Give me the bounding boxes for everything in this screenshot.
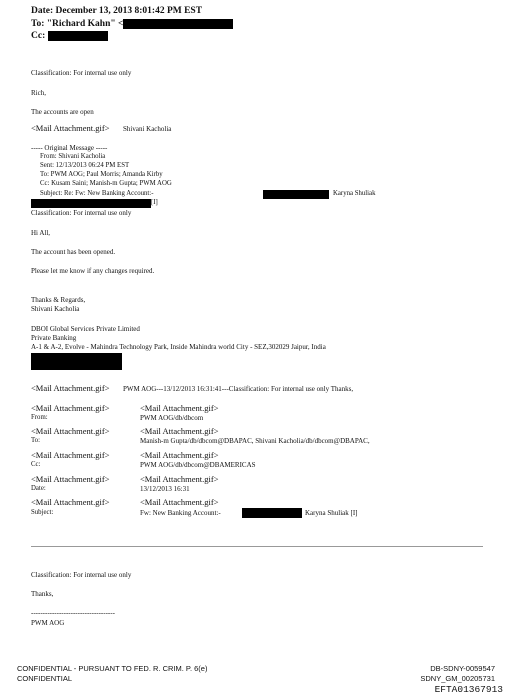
original-sent: Sent: 12/13/2013 06:24 PM EST [40,162,130,169]
mail-attachment-icon: <Mail Attachment.gif> [140,403,219,413]
redaction-to [123,19,233,29]
mail-attachment-icon: <Mail Attachment.gif> [31,426,110,436]
email-cc: Cc: [31,31,46,41]
greeting-1: Rich, [31,89,46,97]
mail-attachment-icon: <Mail Attachment.gif> [31,123,110,133]
sender-3: PWM AOG [31,619,65,627]
regards: Thanks & Regards, [31,296,86,304]
thanks: Thanks, [31,590,54,598]
company: DBOI Global Services Private Limited [31,325,140,333]
mail-attachment-icon: <Mail Attachment.gif> [140,426,219,436]
mail-attachment-icon: <Mail Attachment.gif> [140,497,219,507]
footer-bates-2: SDNY_GM_00205731 [420,674,495,683]
classification-1: Classification: For internal use only [31,69,132,77]
original-subject: Subject: Re: Fw: New Banking Account:- [40,190,154,197]
signature-2: Shivani Kacholia [31,305,80,313]
email-to: To: "Richard Kahn" < [31,19,124,29]
mail-attachment-icon: <Mail Attachment.gif> [31,497,110,507]
footer-confidential-2: CONFIDENTIAL [17,674,73,683]
forward-label: From: [31,414,48,421]
mail-attachment-icon: <Mail Attachment.gif> [140,474,219,484]
divider [31,546,483,547]
forward-value: PWM AOG/db/dbcom [140,414,204,422]
body-2-line1: The account has been opened. [31,248,116,256]
forward-value: PWM AOG/db/dbcom@DBAMERICAS [140,461,256,469]
body-2-line2: Please let me know if any changes required. [31,267,155,275]
forward-value: Fw: New Banking Account:- [140,509,221,517]
mail-attachment-icon: <Mail Attachment.gif> [31,450,110,460]
original-subject-name: Karyna Shuliak [333,190,376,197]
original-to: To: PWM AOG; Paul Morris; Amanda Kirby [40,171,163,178]
original-separator: ----- Original Message ----- [31,144,108,152]
mail-attachment-icon: <Mail Attachment.gif> [140,450,219,460]
mail-attachment-icon: <Mail Attachment.gif> [31,474,110,484]
address: A-1 & A-2, Evolve - Mahindra Technology Park, Inside Mahindra world City - SEZ,302029 Jaipur, India [31,343,326,351]
footer-efta: EFTA01367913 [434,684,503,695]
forward-value: Manish-m Gupta/db/dbcom@DBAPAC, Shivani Kacholia/db/dbcom@DBAPAC, [140,437,370,445]
footer-confidential-1: CONFIDENTIAL - PURSUANT TO FED. R. CRIM. P. 6(e) [17,664,208,673]
original-from: From: Shivani Kacholia [40,153,106,160]
forward-label: Cc: [31,461,41,468]
classification-2: Classification: For internal use only [31,209,132,217]
classification-3: Classification: For internal use only [31,571,132,579]
body-1: The accounts are open [31,108,94,116]
redaction-phone [31,353,122,370]
footer-bates-1: DB-SDNY-0059547 [430,664,495,673]
redaction-cc [48,31,108,41]
forward-subject-name: Karyna Shuliak [I] [305,509,358,517]
original-subject-suffix: [I] [151,199,158,206]
mail-attachment-icon: <Mail Attachment.gif> [31,383,110,393]
dashes: ------------------------------------ [31,609,115,617]
forward-label: Subject: [31,509,54,516]
redaction-subject-2 [31,199,151,208]
mail-attachment-icon: <Mail Attachment.gif> [31,403,110,413]
email-date: Date: December 13, 2013 8:01:42 PM EST [31,6,203,16]
signature-1: Shivani Kacholia [123,125,172,133]
department: Private Banking [31,334,77,342]
forward-label: To: [31,437,40,444]
original-cc: Cc: Kusam Saini; Manish-m Gupta; PWM AOG [40,180,172,187]
greeting-2: Hi All, [31,229,51,237]
forward-line: PWM AOG---13/12/2013 16:31:41---Classification: For internal use only Thanks, [123,385,354,393]
forward-label: Date: [31,485,46,492]
redaction-fw-subject [242,508,302,518]
redaction-subject [263,190,329,199]
forward-value: 13/12/2013 16:31 [140,485,190,493]
